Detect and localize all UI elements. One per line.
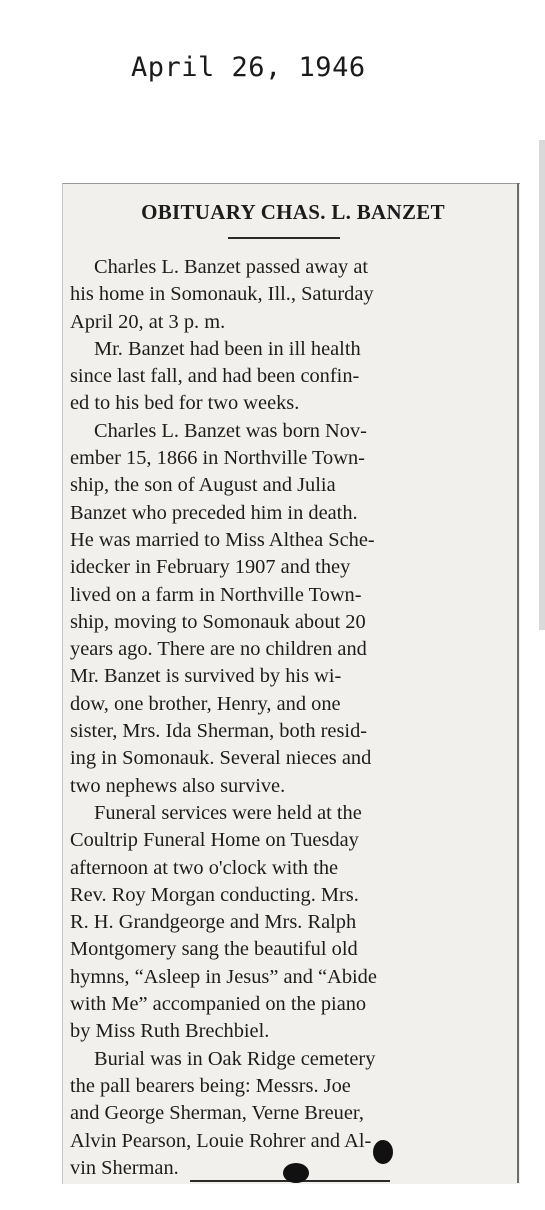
text-line: ship, moving to Somonauk about 20	[70, 610, 366, 633]
paragraph-illness	[70, 336, 510, 418]
paragraph-burial	[70, 1046, 510, 1182]
ink-blot	[373, 1140, 393, 1164]
obituary-body	[70, 254, 510, 1182]
text-line: Charles L. Banzet was born Nov-	[94, 419, 367, 442]
text-line: with Me” accompanied on the piano	[70, 993, 367, 1016]
text-line: Montgomery sang the beautiful old	[70, 938, 358, 961]
text-line: the pall bearers being: Messrs. Joe	[70, 1074, 351, 1097]
clipping-column-rule	[517, 183, 519, 1183]
text-line: dow, one brother, Henry, and one	[70, 692, 341, 715]
adjacent-clipping-edge	[539, 140, 545, 630]
text-line: idecker in February 1907 and they	[70, 556, 351, 579]
text-line: ed to his bed for two weeks.	[70, 392, 300, 415]
text-line: Banzet who preceded him in death.	[70, 501, 358, 524]
clipping-date: April 26, 1946	[131, 52, 366, 83]
text-line: by Miss Ruth Brechbiel.	[70, 1020, 270, 1043]
text-line: two nephews also survive.	[70, 774, 286, 797]
text-line: years ago. There are no children and	[70, 638, 367, 661]
text-line: Rev. Roy Morgan conducting. Mrs.	[70, 883, 359, 906]
text-line: Alvin Pearson, Louie Rohrer and Al-	[70, 1129, 372, 1152]
text-line: vin Sherman.	[70, 1156, 179, 1179]
text-line: afternoon at two o'clock with the	[70, 856, 339, 879]
text-line: ing in Somonauk. Several nieces and	[70, 747, 372, 770]
text-line: R. H. Grandgeorge and Mrs. Ralph	[70, 911, 357, 934]
text-line: He was married to Miss Althea Sche-	[70, 528, 375, 551]
obituary-headline: OBITUARY CHAS. L. BANZET	[141, 200, 445, 224]
text-line: Funeral services were held at the	[94, 801, 362, 824]
text-line: Mr. Banzet is survived by his wi-	[70, 665, 342, 688]
text-line: ember 15, 1866 in Northville Town-	[70, 447, 365, 470]
text-line: his home in Somonauk, Ill., Saturday	[70, 283, 374, 306]
text-line: lived on a farm in Northville Town-	[70, 583, 362, 606]
text-line: April 20, at 3 p. m.	[70, 310, 226, 333]
text-line: ship, the son of August and Julia	[70, 474, 336, 497]
paragraph-death-notice	[70, 254, 510, 336]
paragraph-funeral	[70, 800, 510, 1046]
text-line: Mr. Banzet had been in ill health	[94, 337, 361, 360]
headline-rule	[228, 237, 340, 239]
text-line: Charles L. Banzet passed away at	[94, 256, 369, 278]
text-line: hymns, “Asleep in Jesus” and “Abide	[70, 965, 377, 988]
text-line: sister, Mrs. Ida Sherman, both resid-	[70, 720, 368, 743]
text-line: Burial was in Oak Ridge cemetery	[94, 1047, 376, 1070]
paragraph-biography	[70, 418, 510, 800]
ink-blot	[283, 1163, 309, 1183]
text-line: Coultrip Funeral Home on Tuesday	[70, 829, 359, 852]
text-line: since last fall, and had been confin-	[70, 365, 360, 388]
text-line: and George Sherman, Verne Breuer,	[70, 1102, 364, 1125]
